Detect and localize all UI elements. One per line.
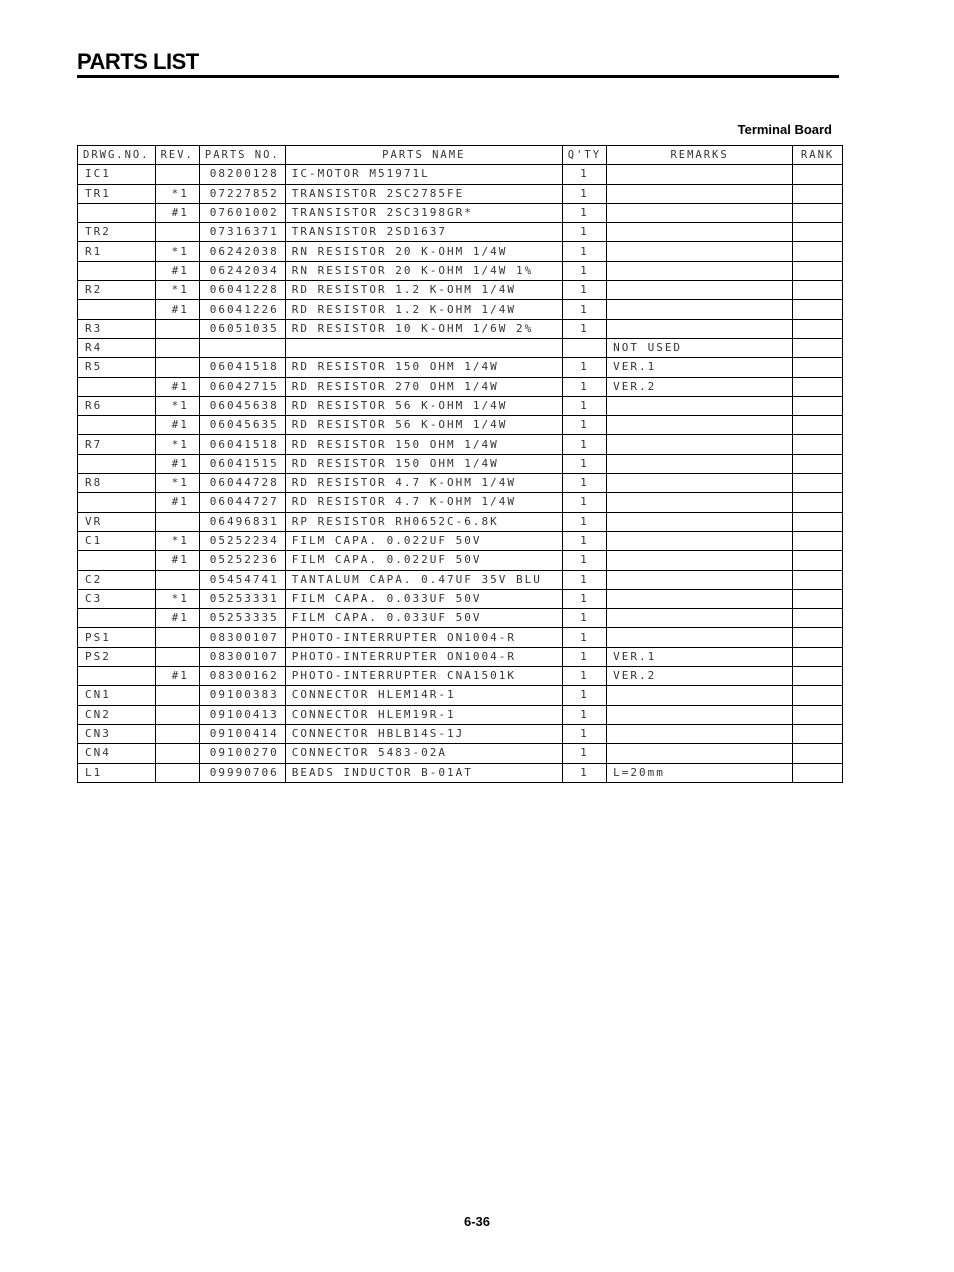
parts-no-cell: 06042715 xyxy=(199,377,285,396)
parts-name-cell: RD RESISTOR 1.2 K-OHM 1/4W xyxy=(285,300,562,319)
table-row xyxy=(78,435,843,454)
parts-no-cell: 06041515 xyxy=(199,454,285,473)
rev-cell xyxy=(155,338,199,357)
remarks-cell xyxy=(607,628,793,647)
table-row xyxy=(78,203,843,222)
rank-cell xyxy=(793,358,843,377)
qty-cell: 1 xyxy=(562,358,606,377)
rank-cell xyxy=(793,744,843,763)
table-row xyxy=(78,454,843,473)
remarks-cell xyxy=(607,223,793,242)
parts-no-cell: 09990706 xyxy=(199,763,285,782)
table-row xyxy=(78,667,843,686)
remarks-cell: VER.2 xyxy=(607,667,793,686)
rev-cell: *1 xyxy=(155,242,199,261)
table-row xyxy=(78,570,843,589)
qty-cell: 1 xyxy=(562,570,606,589)
drwg-no-cell xyxy=(78,493,156,512)
parts-name-cell: RN RESISTOR 20 K-OHM 1/4W xyxy=(285,242,562,261)
rank-cell xyxy=(793,435,843,454)
rank-cell xyxy=(793,628,843,647)
rev-cell: #1 xyxy=(155,203,199,222)
table-row xyxy=(78,686,843,705)
drwg-no-cell xyxy=(78,377,156,396)
column-header-parts-name: PARTS NAME xyxy=(285,146,562,165)
column-header-rank: RANK xyxy=(793,146,843,165)
remarks-cell xyxy=(607,531,793,550)
qty-cell: 1 xyxy=(562,531,606,550)
drwg-no-cell xyxy=(78,551,156,570)
parts-name-cell: RD RESISTOR 56 K-OHM 1/4W xyxy=(285,396,562,415)
qty-cell: 1 xyxy=(562,724,606,743)
rev-cell: *1 xyxy=(155,435,199,454)
parts-name-cell: RD RESISTOR 1.2 K-OHM 1/4W xyxy=(285,281,562,300)
remarks-cell xyxy=(607,435,793,454)
drwg-no-cell: CN1 xyxy=(78,686,156,705)
remarks-cell: L=20mm xyxy=(607,763,793,782)
drwg-no-cell: L1 xyxy=(78,763,156,782)
parts-no-cell: 06242038 xyxy=(199,242,285,261)
parts-no-cell: 09100413 xyxy=(199,705,285,724)
parts-name-cell: PHOTO-INTERRUPTER ON1004-R xyxy=(285,628,562,647)
parts-no-cell: 06041226 xyxy=(199,300,285,319)
parts-no-cell: 06045635 xyxy=(199,416,285,435)
rank-cell xyxy=(793,338,843,357)
rev-cell: *1 xyxy=(155,589,199,608)
parts-name-cell: RP RESISTOR RH0652C-6.8K xyxy=(285,512,562,531)
table-row xyxy=(78,628,843,647)
qty-cell: 1 xyxy=(562,493,606,512)
rank-cell xyxy=(793,570,843,589)
remarks-cell xyxy=(607,396,793,415)
rev-cell xyxy=(155,512,199,531)
drwg-no-cell xyxy=(78,300,156,319)
rank-cell xyxy=(793,493,843,512)
table-row xyxy=(78,261,843,280)
qty-cell: 1 xyxy=(562,705,606,724)
remarks-cell xyxy=(607,609,793,628)
parts-name-cell: RD RESISTOR 150 OHM 1/4W xyxy=(285,454,562,473)
table-row xyxy=(78,551,843,570)
parts-no-cell: 06045638 xyxy=(199,396,285,415)
remarks-cell xyxy=(607,261,793,280)
rev-cell: #1 xyxy=(155,300,199,319)
rank-cell xyxy=(793,512,843,531)
rank-cell xyxy=(793,165,843,184)
parts-name-cell: TRANSISTOR 2SD1637 xyxy=(285,223,562,242)
qty-cell: 1 xyxy=(562,203,606,222)
parts-name-cell: CONNECTOR HLEM19R-1 xyxy=(285,705,562,724)
column-header-rev: REV. xyxy=(155,146,199,165)
qty-cell: 1 xyxy=(562,435,606,454)
table-row xyxy=(78,474,843,493)
qty-cell: 1 xyxy=(562,589,606,608)
qty-cell: 1 xyxy=(562,512,606,531)
parts-name-cell: RN RESISTOR 20 K-OHM 1/4W 1% xyxy=(285,261,562,280)
rev-cell: *1 xyxy=(155,396,199,415)
rank-cell xyxy=(793,474,843,493)
rank-cell xyxy=(793,300,843,319)
table-row xyxy=(78,223,843,242)
parts-name-cell xyxy=(285,338,562,357)
remarks-cell: NOT USED xyxy=(607,338,793,357)
rank-cell xyxy=(793,319,843,338)
rank-cell xyxy=(793,589,843,608)
table-row xyxy=(78,763,843,782)
rank-cell xyxy=(793,647,843,666)
parts-name-cell: FILM CAPA. 0.022UF 50V xyxy=(285,531,562,550)
rev-cell xyxy=(155,686,199,705)
qty-cell: 1 xyxy=(562,667,606,686)
parts-no-cell: 05253331 xyxy=(199,589,285,608)
drwg-no-cell: C2 xyxy=(78,570,156,589)
parts-no-cell: 09100414 xyxy=(199,724,285,743)
rev-cell xyxy=(155,763,199,782)
rev-cell: #1 xyxy=(155,493,199,512)
remarks-cell xyxy=(607,686,793,705)
drwg-no-cell: R5 xyxy=(78,358,156,377)
drwg-no-cell: R1 xyxy=(78,242,156,261)
qty-cell: 1 xyxy=(562,744,606,763)
rev-cell xyxy=(155,705,199,724)
drwg-no-cell xyxy=(78,416,156,435)
rev-cell: *1 xyxy=(155,531,199,550)
rank-cell xyxy=(793,261,843,280)
parts-name-cell: TRANSISTOR 2SC3198GR* xyxy=(285,203,562,222)
table-row xyxy=(78,589,843,608)
rev-cell: #1 xyxy=(155,261,199,280)
rank-cell xyxy=(793,377,843,396)
rank-cell xyxy=(793,551,843,570)
table-row xyxy=(78,647,843,666)
parts-no-cell: 09100270 xyxy=(199,744,285,763)
rev-cell: *1 xyxy=(155,474,199,493)
parts-no-cell: 06044728 xyxy=(199,474,285,493)
remarks-cell xyxy=(607,184,793,203)
column-header-qty: Q'TY xyxy=(562,146,606,165)
rev-cell xyxy=(155,570,199,589)
parts-name-cell: CONNECTOR 5483-02A xyxy=(285,744,562,763)
parts-no-cell: 06496831 xyxy=(199,512,285,531)
parts-no-cell: 06041518 xyxy=(199,435,285,454)
drwg-no-cell: R8 xyxy=(78,474,156,493)
rev-cell: #1 xyxy=(155,416,199,435)
drwg-no-cell: C1 xyxy=(78,531,156,550)
remarks-cell xyxy=(607,454,793,473)
parts-table-body xyxy=(78,165,843,783)
parts-name-cell: PHOTO-INTERRUPTER ON1004-R xyxy=(285,647,562,666)
table-row xyxy=(78,242,843,261)
drwg-no-cell: CN2 xyxy=(78,705,156,724)
parts-name-cell: RD RESISTOR 4.7 K-OHM 1/4W xyxy=(285,474,562,493)
drwg-no-cell xyxy=(78,454,156,473)
rank-cell xyxy=(793,396,843,415)
table-row xyxy=(78,705,843,724)
parts-name-cell: CONNECTOR HBLB14S-1J xyxy=(285,724,562,743)
parts-no-cell: 05252234 xyxy=(199,531,285,550)
parts-no-cell: 07316371 xyxy=(199,223,285,242)
drwg-no-cell: R4 xyxy=(78,338,156,357)
parts-name-cell: RD RESISTOR 4.7 K-OHM 1/4W xyxy=(285,493,562,512)
rev-cell xyxy=(155,647,199,666)
parts-name-cell: TANTALUM CAPA. 0.47UF 35V BLU xyxy=(285,570,562,589)
remarks-cell xyxy=(607,281,793,300)
drwg-no-cell: CN3 xyxy=(78,724,156,743)
rev-cell: #1 xyxy=(155,377,199,396)
rank-cell xyxy=(793,223,843,242)
parts-name-cell: RD RESISTOR 56 K-OHM 1/4W xyxy=(285,416,562,435)
remarks-cell: VER.2 xyxy=(607,377,793,396)
qty-cell: 1 xyxy=(562,647,606,666)
table-row xyxy=(78,184,843,203)
table-row xyxy=(78,512,843,531)
table-row xyxy=(78,300,843,319)
parts-no-cell: 08300107 xyxy=(199,628,285,647)
drwg-no-cell xyxy=(78,203,156,222)
drwg-no-cell xyxy=(78,609,156,628)
drwg-no-cell: CN4 xyxy=(78,744,156,763)
table-row xyxy=(78,319,843,338)
parts-no-cell: 06044727 xyxy=(199,493,285,512)
table-row xyxy=(78,416,843,435)
rank-cell xyxy=(793,667,843,686)
remarks-cell xyxy=(607,493,793,512)
qty-cell: 1 xyxy=(562,300,606,319)
parts-name-cell: IC-MOTOR M51971L xyxy=(285,165,562,184)
parts-no-cell: 09100383 xyxy=(199,686,285,705)
rev-cell: *1 xyxy=(155,184,199,203)
qty-cell: 1 xyxy=(562,281,606,300)
drwg-no-cell: TR1 xyxy=(78,184,156,203)
qty-cell: 1 xyxy=(562,319,606,338)
drwg-no-cell xyxy=(78,261,156,280)
rev-cell xyxy=(155,319,199,338)
drwg-no-cell: R7 xyxy=(78,435,156,454)
qty-cell: 1 xyxy=(562,609,606,628)
qty-cell: 1 xyxy=(562,165,606,184)
parts-no-cell: 05454741 xyxy=(199,570,285,589)
rev-cell: #1 xyxy=(155,609,199,628)
drwg-no-cell: R2 xyxy=(78,281,156,300)
remarks-cell: VER.1 xyxy=(607,647,793,666)
drwg-no-cell xyxy=(78,667,156,686)
table-row xyxy=(78,396,843,415)
table-row xyxy=(78,358,843,377)
page-title: PARTS LIST xyxy=(77,49,199,74)
rev-cell xyxy=(155,628,199,647)
parts-name-cell: CONNECTOR HLEM14R-1 xyxy=(285,686,562,705)
drwg-no-cell: R6 xyxy=(78,396,156,415)
column-header-remarks: REMARKS xyxy=(607,146,793,165)
parts-no-cell: 06051035 xyxy=(199,319,285,338)
qty-cell: 1 xyxy=(562,474,606,493)
rank-cell xyxy=(793,184,843,203)
rank-cell xyxy=(793,242,843,261)
rank-cell xyxy=(793,203,843,222)
rev-cell: #1 xyxy=(155,667,199,686)
drwg-no-cell: VR xyxy=(78,512,156,531)
drwg-no-cell: R3 xyxy=(78,319,156,338)
parts-name-cell: RD RESISTOR 150 OHM 1/4W xyxy=(285,435,562,454)
remarks-cell xyxy=(607,416,793,435)
qty-cell: 1 xyxy=(562,763,606,782)
parts-no-cell: 05252236 xyxy=(199,551,285,570)
page-number: 6-36 xyxy=(463,1214,491,1229)
qty-cell: 1 xyxy=(562,454,606,473)
parts-name-cell: FILM CAPA. 0.022UF 50V xyxy=(285,551,562,570)
table-row xyxy=(78,724,843,743)
rank-cell xyxy=(793,686,843,705)
remarks-cell xyxy=(607,589,793,608)
rank-cell xyxy=(793,281,843,300)
rev-cell xyxy=(155,165,199,184)
parts-no-cell: 07601002 xyxy=(199,203,285,222)
rank-cell xyxy=(793,531,843,550)
drwg-no-cell: TR2 xyxy=(78,223,156,242)
parts-no-cell: 07227852 xyxy=(199,184,285,203)
rev-cell xyxy=(155,358,199,377)
rev-cell: #1 xyxy=(155,454,199,473)
remarks-cell xyxy=(607,744,793,763)
qty-cell: 1 xyxy=(562,184,606,203)
qty-cell: 1 xyxy=(562,377,606,396)
qty-cell: 1 xyxy=(562,551,606,570)
rank-cell xyxy=(793,609,843,628)
qty-cell: 1 xyxy=(562,396,606,415)
qty-cell: 1 xyxy=(562,261,606,280)
drwg-no-cell: IC1 xyxy=(78,165,156,184)
title-rule xyxy=(77,75,839,78)
table-row xyxy=(78,377,843,396)
parts-no-cell: 08300107 xyxy=(199,647,285,666)
qty-cell: 1 xyxy=(562,416,606,435)
parts-no-cell: 08200128 xyxy=(199,165,285,184)
rev-cell xyxy=(155,223,199,242)
parts-name-cell: FILM CAPA. 0.033UF 50V xyxy=(285,609,562,628)
remarks-cell xyxy=(607,724,793,743)
remarks-cell xyxy=(607,705,793,724)
qty-cell: 1 xyxy=(562,686,606,705)
parts-no-cell: 06041228 xyxy=(199,281,285,300)
parts-no-cell: 06041518 xyxy=(199,358,285,377)
remarks-cell xyxy=(607,242,793,261)
table-row xyxy=(78,609,843,628)
qty-cell: 1 xyxy=(562,628,606,647)
drwg-no-cell: C3 xyxy=(78,589,156,608)
remarks-cell xyxy=(607,203,793,222)
table-header-row xyxy=(78,146,843,165)
remarks-cell: VER.1 xyxy=(607,358,793,377)
rank-cell xyxy=(793,454,843,473)
qty-cell xyxy=(562,338,606,357)
table-row xyxy=(78,165,843,184)
qty-cell: 1 xyxy=(562,223,606,242)
drwg-no-cell: PS2 xyxy=(78,647,156,666)
table-row xyxy=(78,531,843,550)
remarks-cell xyxy=(607,570,793,589)
table-row xyxy=(78,744,843,763)
parts-name-cell: FILM CAPA. 0.033UF 50V xyxy=(285,589,562,608)
drwg-no-cell: PS1 xyxy=(78,628,156,647)
parts-name-cell: RD RESISTOR 10 K-OHM 1/6W 2% xyxy=(285,319,562,338)
rev-cell xyxy=(155,724,199,743)
rank-cell xyxy=(793,416,843,435)
table-row xyxy=(78,281,843,300)
section-title: Terminal Board xyxy=(737,122,832,137)
rev-cell xyxy=(155,744,199,763)
parts-name-cell: BEADS INDUCTOR B-01AT xyxy=(285,763,562,782)
remarks-cell xyxy=(607,319,793,338)
parts-no-cell: 06242034 xyxy=(199,261,285,280)
remarks-cell xyxy=(607,165,793,184)
parts-no-cell: 08300162 xyxy=(199,667,285,686)
remarks-cell xyxy=(607,551,793,570)
table-row xyxy=(78,493,843,512)
rank-cell xyxy=(793,705,843,724)
parts-name-cell: TRANSISTOR 2SC2785FE xyxy=(285,184,562,203)
remarks-cell xyxy=(607,474,793,493)
table-row xyxy=(78,338,843,357)
parts-no-cell: 05253335 xyxy=(199,609,285,628)
column-header-parts-no: PARTS NO. xyxy=(199,146,285,165)
parts-name-cell: RD RESISTOR 270 OHM 1/4W xyxy=(285,377,562,396)
rev-cell: #1 xyxy=(155,551,199,570)
rank-cell xyxy=(793,763,843,782)
rev-cell: *1 xyxy=(155,281,199,300)
remarks-cell xyxy=(607,512,793,531)
parts-name-cell: PHOTO-INTERRUPTER CNA1501K xyxy=(285,667,562,686)
rank-cell xyxy=(793,724,843,743)
remarks-cell xyxy=(607,300,793,319)
parts-table xyxy=(77,145,843,783)
column-header-drwg-no: DRWG.NO. xyxy=(78,146,156,165)
parts-no-cell xyxy=(199,338,285,357)
qty-cell: 1 xyxy=(562,242,606,261)
parts-name-cell: RD RESISTOR 150 OHM 1/4W xyxy=(285,358,562,377)
